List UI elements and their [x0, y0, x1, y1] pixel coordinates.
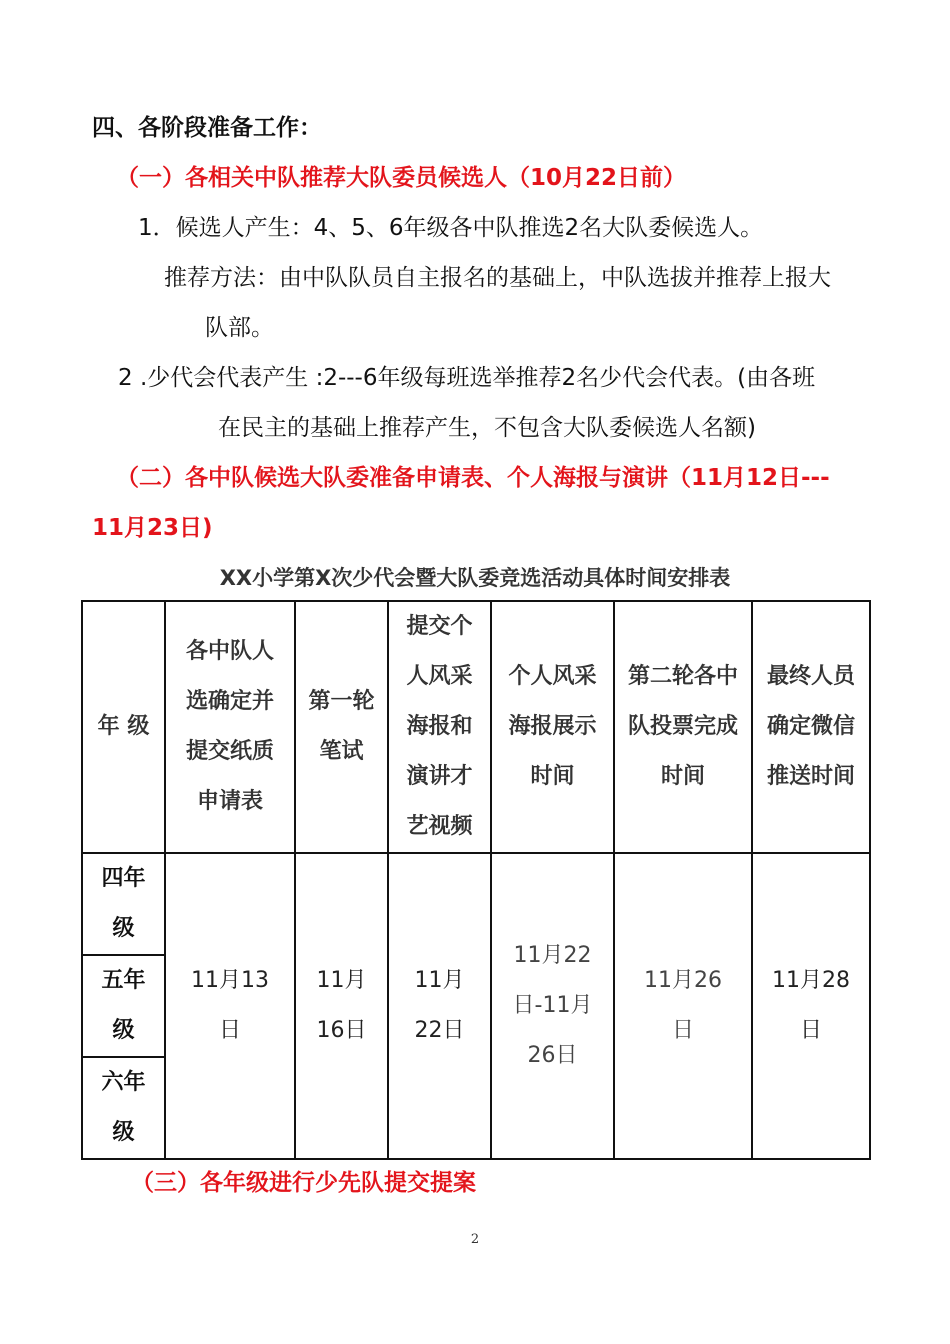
header-text: 笔试 — [319, 739, 364, 764]
grade-text: 六年 — [101, 1070, 146, 1095]
grade-cell — [82, 853, 165, 955]
date-text: 日 — [218, 1018, 241, 1043]
date-text: 11月 — [316, 968, 367, 993]
header-text: 提交纸质 — [185, 739, 274, 764]
header-text: 个人风采 — [508, 664, 597, 689]
header-second-round-vote — [614, 601, 752, 853]
header-poster-display — [491, 601, 614, 853]
date-application — [165, 853, 295, 1159]
sub1-item2-line2: 在民主的基础上推荐产生，不包含大队委候选人名额) — [218, 415, 756, 441]
date-text: 11月13 — [191, 968, 269, 993]
date-written-test — [295, 853, 388, 1159]
header-grade-text: 年 级 — [97, 714, 150, 739]
sub2-heading-line2: 11月23日) — [92, 515, 213, 541]
header-text: 海报和 — [406, 714, 473, 739]
section-title: 四、各阶段准备工作： — [92, 115, 322, 141]
header-application — [165, 601, 295, 853]
date-poster-display — [491, 853, 614, 1159]
header-text: 队投票完成 — [627, 714, 738, 739]
header-text: 第二轮各中 — [627, 664, 738, 689]
table-header-row — [82, 601, 870, 853]
grade-cell — [82, 955, 165, 1057]
date-final-wechat — [752, 853, 870, 1159]
page-number: 2 — [470, 1232, 480, 1247]
header-text: 艺视频 — [406, 814, 473, 839]
header-text: 时间 — [530, 764, 575, 789]
date-text: 11月26 — [644, 968, 722, 993]
header-submit-poster-video — [388, 601, 491, 853]
sub2-heading-line1: （二）各中队候选大队委准备申请表、个人海报与演讲（11月12日--- — [116, 465, 830, 491]
grade-text: 四年 — [101, 866, 146, 891]
header-grade — [82, 601, 165, 853]
sub1-heading: （一）各相关中队推荐大队委员候选人（10月22日前） — [116, 165, 687, 191]
grade-text: 级 — [112, 1018, 135, 1043]
date-text: 日 — [799, 1018, 822, 1043]
table-caption: XX小学第X次少代会暨大队委竞选活动具体时间安排表 — [219, 566, 731, 590]
header-text: 推送时间 — [766, 764, 855, 789]
date-text: 11月22 — [513, 943, 592, 968]
date-text: 11月28 — [772, 968, 850, 993]
sub1-method-line1: 推荐方法：由中队队员自主报名的基础上，中队选拔并推荐上报大 — [164, 265, 831, 291]
sub3-heading: （三）各年级进行少先队提交提案 — [131, 1170, 476, 1196]
header-text: 时间 — [660, 764, 705, 789]
header-text: 选确定并 — [185, 689, 274, 714]
header-text: 提交个 — [406, 614, 473, 639]
header-text: 各中队人 — [185, 639, 274, 664]
date-text: 22日 — [414, 1018, 465, 1043]
header-written-test — [295, 601, 388, 853]
sub1-item2-line1: 2 .少代会代表产生 :2---6年级每班选举推荐2名少代会代表。(由各班 — [118, 365, 816, 391]
date-text: 16日 — [316, 1018, 367, 1043]
header-text: 演讲才 — [406, 764, 473, 789]
header-text: 第一轮 — [308, 689, 375, 714]
grade-cell — [82, 1057, 165, 1159]
sub1-method-line2: 队部。 — [205, 315, 274, 341]
header-final-wechat — [752, 601, 870, 853]
date-text: 日-11月 — [512, 993, 593, 1018]
date-text: 日 — [671, 1018, 694, 1043]
date-second-round-vote — [614, 853, 752, 1159]
grade-text: 五年 — [101, 968, 146, 993]
date-submit-poster — [388, 853, 491, 1159]
schedule-table — [81, 600, 871, 1160]
header-text: 确定微信 — [766, 714, 855, 739]
header-text: 海报展示 — [508, 714, 597, 739]
header-text: 最终人员 — [766, 664, 855, 689]
grade-text: 级 — [112, 916, 135, 941]
sub1-item1: 1．候选人产生：4、5、6年级各中队推选2名大队委候选人。 — [138, 215, 764, 241]
table-row — [82, 853, 870, 955]
date-text: 11月 — [414, 968, 465, 993]
header-text: 申请表 — [196, 789, 263, 814]
grade-text: 级 — [112, 1120, 135, 1145]
date-text: 26日 — [527, 1043, 578, 1068]
header-text: 人风采 — [406, 664, 473, 689]
